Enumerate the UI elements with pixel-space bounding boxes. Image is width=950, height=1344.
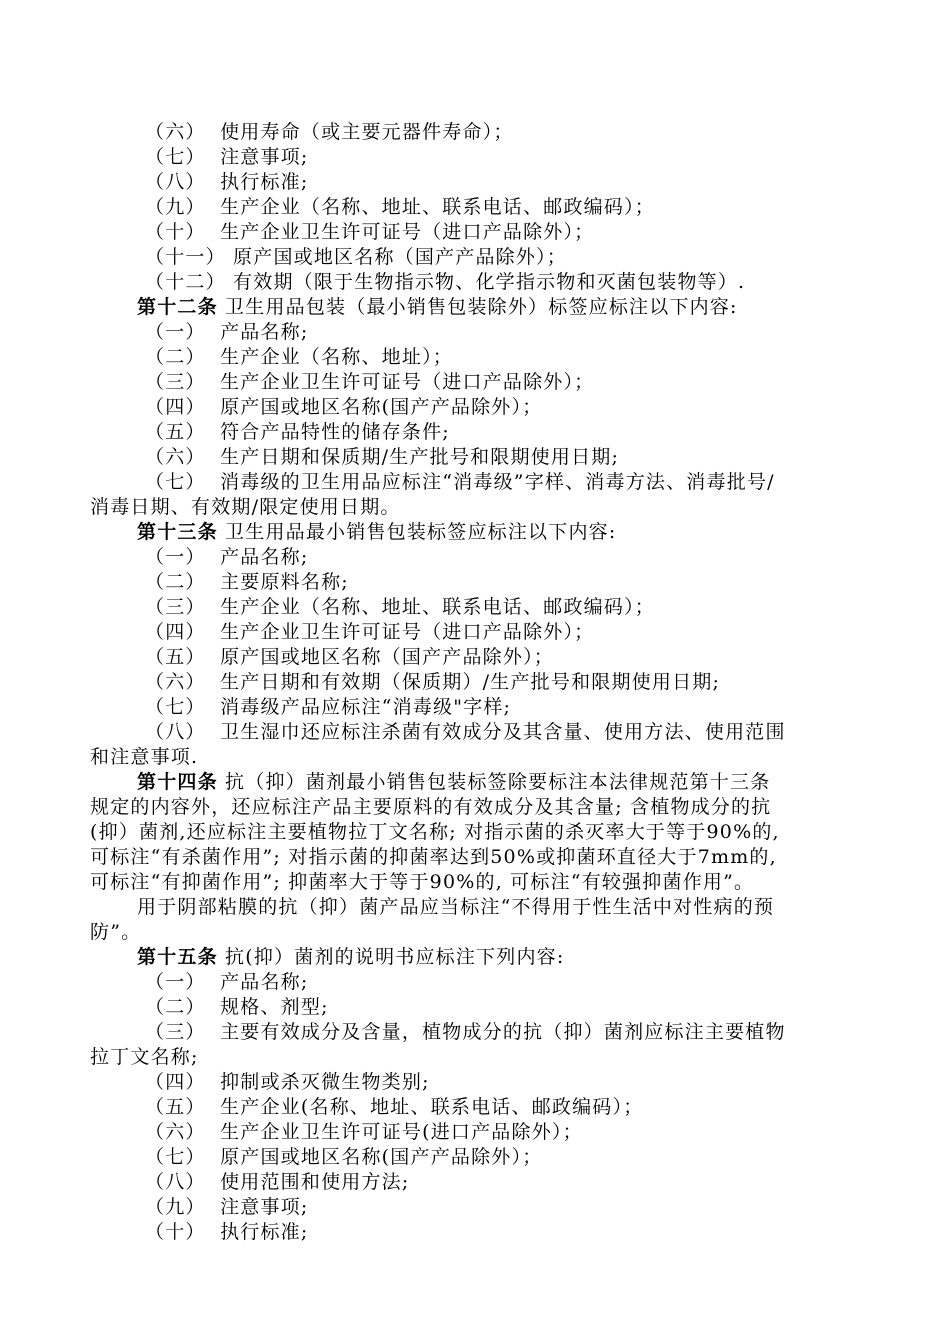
text-line [145, 1021, 786, 1043]
line-text: （十一） 原产国或地区名称（国产产品除外）； [145, 246, 567, 268]
line-text: （七） 原产国或地区名称(国产产品除外）； [145, 1146, 543, 1168]
line-text: （八） 使用范围和使用方法; [145, 1171, 410, 1193]
line-text: （二） 生产企业（名称、地址）； [145, 346, 453, 368]
text-line [90, 746, 198, 768]
text-line [90, 921, 141, 943]
article-number: 第十四条 [137, 771, 218, 793]
line-text: （十） 执行标准; [145, 1221, 309, 1243]
text-line [145, 396, 542, 418]
article-heading-line [137, 946, 564, 968]
text-line [145, 721, 786, 743]
text-line [145, 1121, 583, 1143]
text-line [145, 546, 308, 568]
line-text: （二） 主要原料名称; [145, 571, 349, 593]
text-line [145, 1221, 308, 1243]
text-line [145, 1171, 409, 1193]
line-text: 消毒日期、有效期/限定使用日期。 [90, 496, 401, 518]
line-text: 防”。 [90, 921, 142, 943]
text-line [90, 796, 771, 818]
line-text: (抑）菌剂,还应标注主要植物拉丁文名称; 对指示菌的杀灭率大于等于90%的, [90, 821, 780, 843]
text-line [145, 421, 450, 443]
text-line [145, 196, 655, 218]
line-text: （三） 主要有效成分及含量，植物成分的抗（抑）菌剂应标注主要植物 [145, 1021, 786, 1043]
text-line [145, 221, 594, 243]
line-text: （四） 抑制或杀灭微生物类别; [145, 1071, 430, 1093]
text-line [145, 271, 745, 293]
text-line [145, 671, 720, 693]
text-line [145, 346, 453, 368]
text-line [90, 846, 777, 868]
text-line [145, 121, 514, 143]
text-line [90, 821, 780, 843]
line-text: （十二） 有效期（限于生物指示物、化学指示物和灭菌包装物等）. [145, 271, 746, 293]
line-text: （五） 生产企业(名称、地址、联系电话、邮政编码）； [145, 1096, 644, 1118]
line-text: 卫生用品最小销售包装标签应标注以下内容: [217, 521, 617, 543]
line-text: （三） 生产企业（名称、地址、联系电话、邮政编码）； [145, 596, 655, 618]
line-text: （六） 生产日期和有效期（保质期）/生产批号和限期使用日期; [145, 671, 721, 693]
line-text: （六） 生产日期和保质期/生产批号和限期使用日期; [145, 446, 620, 468]
article-heading-line [137, 771, 770, 793]
text-line [145, 571, 349, 593]
line-text: 用于阴部粘膜的抗（抑）菌产品应当标注“不得用于性生活中对性病的预 [137, 896, 775, 918]
line-text: （一） 产品名称; [145, 546, 309, 568]
text-line [145, 321, 308, 343]
line-text: （八） 卫生湿巾还应标注杀菌有效成分及其含量、使用方法、使用范围 [145, 721, 786, 743]
text-line [145, 171, 308, 193]
line-text: （一） 产品名称; [145, 321, 309, 343]
text-line [145, 646, 554, 668]
article-number: 第十五条 [137, 946, 218, 968]
line-text: 抗(抑）菌剂的说明书应标注下列内容: [217, 946, 565, 968]
text-line [145, 446, 619, 468]
text-line [145, 971, 308, 993]
line-text: 和注意事项. [90, 746, 199, 768]
text-line [145, 471, 775, 493]
line-text: 规定的内容外，还应标注产品主要原料的有效成分及其含量; 含植物成分的抗 [90, 796, 772, 818]
line-text: （四） 生产企业卫生许可证号（进口产品除外）； [145, 621, 595, 643]
line-text: （八） 执行标准; [145, 171, 309, 193]
line-text: （六） 使用寿命（或主要元器件寿命）； [145, 121, 514, 143]
line-text: （七） 消毒级的卫生用品应标注“消毒级”字样、消毒方法、消毒批号/ [145, 471, 775, 493]
line-text: （七） 注意事项; [145, 146, 309, 168]
text-line [145, 996, 329, 1018]
line-text: （五） 原产国或地区名称（国产产品除外）； [145, 646, 554, 668]
line-text: （九） 生产企业（名称、地址、联系电话、邮政编码）； [145, 196, 655, 218]
text-line [145, 696, 511, 718]
text-line [145, 246, 567, 268]
text-line [90, 1046, 199, 1068]
line-text: 拉丁文名称; [90, 1046, 199, 1068]
article-number: 第十二条 [137, 296, 218, 318]
text-line [145, 621, 594, 643]
text-line [145, 1071, 430, 1093]
text-line [145, 146, 308, 168]
article-heading-line [137, 296, 738, 318]
line-text: （六） 生产企业卫生许可证号(进口产品除外）； [145, 1121, 583, 1143]
line-text: 卫生用品包装（最小销售包装除外）标签应标注以下内容: [217, 296, 738, 318]
text-line [90, 871, 754, 893]
text-line [145, 1096, 643, 1118]
line-text: （三） 生产企业卫生许可证号（进口产品除外）； [145, 371, 595, 393]
line-text: 抗（抑）菌剂最小销售包装标签除要标注本法律规范第十三条 [217, 771, 771, 793]
text-line [90, 496, 401, 518]
line-text: 可标注“有抑菌作用”; 抑菌率大于等于90%的, 可标注“有较强抑菌作用”。 [90, 871, 755, 893]
line-text: 可标注“有杀菌作用”; 对指示菌的抑菌率达到50%或抑菌环直径大于7mm的, [90, 846, 777, 868]
text-line [145, 371, 594, 393]
article-heading-line [137, 521, 616, 543]
line-text: （五） 符合产品特性的储存条件; [145, 421, 450, 443]
line-text: （一） 产品名称; [145, 971, 309, 993]
line-text: （七） 消毒级产品应标注“消毒级"字样; [145, 696, 512, 718]
text-line [137, 896, 774, 918]
line-text: （十） 生产企业卫生许可证号（进口产品除外）； [145, 221, 595, 243]
article-number: 第十三条 [137, 521, 218, 543]
line-text: （二） 规格、剂型; [145, 996, 329, 1018]
line-text: （四） 原产国或地区名称(国产产品除外）； [145, 396, 543, 418]
line-text: （九） 注意事项; [145, 1196, 309, 1218]
text-line [145, 1146, 542, 1168]
text-line [145, 1196, 308, 1218]
text-line [145, 596, 655, 618]
